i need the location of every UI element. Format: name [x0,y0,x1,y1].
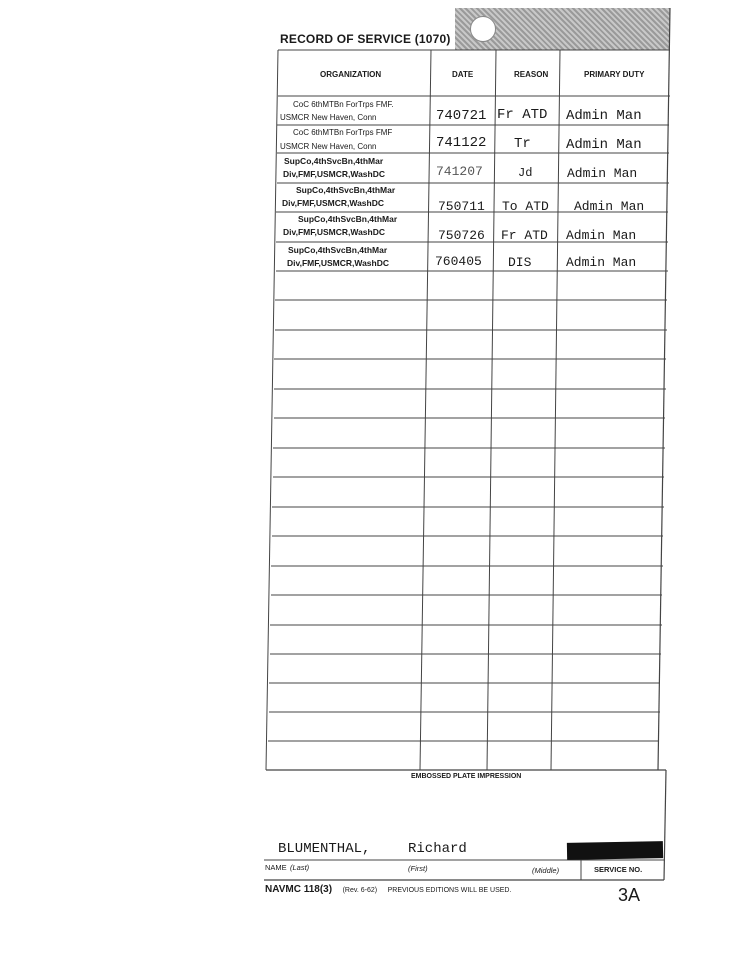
row-5-org-line-1: SupCo,4thSvcBn,4thMar [298,214,398,224]
form-title: RECORD OF SERVICE (1070) [280,32,451,46]
column-header-primary-duty: PRIMARY DUTY [584,70,645,79]
row-1-duty: Admin Man [566,108,642,124]
row-5-date: 750726 [438,228,485,243]
service-no-label: SERVICE NO. [594,865,643,874]
column-header-date: DATE [452,70,474,79]
row-5-duty: Admin Man [566,228,637,243]
row-2-reason: Tr [514,136,531,152]
row-5-reason: Fr ATD [501,228,548,243]
row-2-duty: Admin Man [566,137,642,153]
row-3-reason: Jd [518,166,533,180]
page-mark: 3A [618,885,641,905]
form-number: NAVMC 118(3) [265,884,333,895]
middle-label: (Middle) [532,866,560,875]
row-1-date: 740721 [436,108,487,124]
row-4-org-line-1: SupCo,4thSvcBn,4thMar [296,185,396,195]
row-5-org-line-2: Div,FMF,USMCR,WashDC [283,227,385,237]
row-6-org-line-1: SupCo,4thSvcBn,4thMar [288,245,388,255]
last-label: (Last) [290,863,310,872]
row-3-duty: Admin Man [567,166,638,181]
row-1-org-line-2: USMCR New Haven, Conn [280,113,377,122]
embossed-plate-label: EMBOSSED PLATE IMPRESSION [411,773,522,780]
redacted-service-number [567,841,663,860]
first-label: (First) [408,864,428,873]
name-label: NAME [265,863,287,872]
form-revision: (Rev. 6-62) [342,887,378,894]
row-3-date: 741207 [436,164,483,179]
row-1-org-line-1: CoC 6thMTBn ForTrps FMF. [293,100,394,109]
column-header-reason: REASON [514,70,549,79]
row-3-org-line-1: SupCo,4thSvcBn,4thMar [284,156,384,166]
row-6-org-line-2: Div,FMF,USMCR,WashDC [287,258,389,268]
footer-note: PREVIOUS EDITIONS WILL BE USED. [387,887,512,894]
row-2-org-line-2: USMCR New Haven, Conn [280,142,377,151]
column-header-organization: ORGANIZATION [320,70,382,79]
row-4-duty: Admin Man [574,199,645,214]
first-name-value: Richard [408,841,467,857]
form-footer [265,884,511,895]
row-3-org-line-2: Div,FMF,USMCR,WashDC [283,169,385,179]
last-name-value: BLUMENTHAL, [278,841,371,857]
row-4-date: 750711 [438,199,485,214]
row-4-org-line-2: Div,FMF,USMCR,WashDC [282,198,384,208]
row-4-reason: To ATD [502,199,549,214]
row-2-date: 741122 [436,135,487,151]
row-6-duty: Admin Man [566,255,637,270]
row-6-date: 760405 [435,254,482,269]
row-1-reason: Fr ATD [497,107,548,123]
row-2-org-line-1: CoC 6thMTBn ForTrps FMF [293,128,393,137]
row-6-reason: DIS [508,255,532,270]
